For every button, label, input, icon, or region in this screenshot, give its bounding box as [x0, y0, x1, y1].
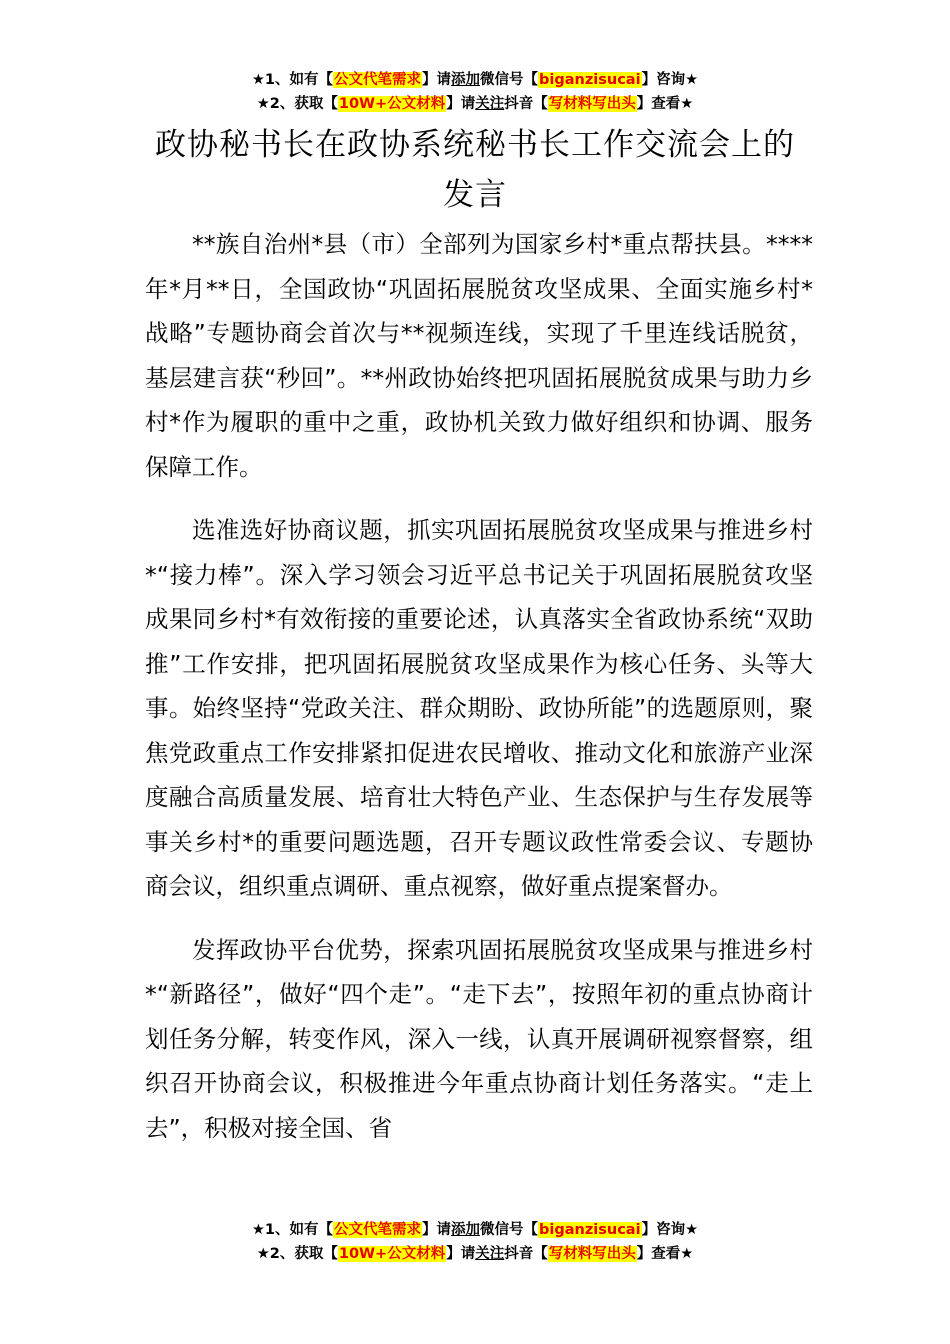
promo-highlight: 写材料写出头: [548, 1246, 636, 1262]
promo-highlight: 写材料写出头: [548, 96, 636, 112]
promo-highlight: 10W+公文材料: [338, 96, 446, 112]
promo-text: 】请: [422, 1222, 452, 1238]
promo-text: 】查看★: [636, 96, 694, 112]
promo-text: ★2、获取【: [256, 1246, 338, 1262]
promo-text: 抖音【: [504, 96, 548, 112]
promo-line-2: [0, 92, 950, 116]
promo-highlight: 公文代笔需求: [334, 1222, 422, 1238]
promo-text: 】请: [446, 96, 476, 112]
promo-underlined: 关注: [475, 1246, 505, 1262]
promo-text: 抖音【: [504, 1246, 548, 1262]
document-body: [145, 222, 813, 1169]
promo-text: 】咨询★: [641, 1222, 699, 1238]
promo-underlined: 添加: [451, 72, 481, 88]
body-paragraph: **族自治州*县（市）全部列为国家乡村*重点帮扶县。****年*月**日，全国政协“巩固拓展脱贫攻坚成果、全面实施乡村*战略”专题协商会首次与**视频连线，实现了千里连线话脱贫，基层建言获“秒回”。**州政协始终把巩固拓展脱贫成果与助力乡村*作为履职的重中之重，政协机关致力做好组织和协调、服务保障工作。: [145, 230, 813, 481]
promo-text: 微信号【: [480, 1222, 539, 1238]
promo-text: ★1、如有【: [251, 1222, 334, 1238]
promo-highlight: biganzisucai: [539, 72, 641, 88]
promo-text: 】咨询★: [641, 72, 699, 88]
promo-text: 微信号【: [480, 72, 539, 88]
promo-banner-top: [0, 68, 950, 116]
promo-highlight: 10W+公文材料: [338, 1246, 446, 1262]
document-title: 政协秘书长在政协系统秘书长工作交流会上的发言: [155, 127, 795, 213]
promo-underlined: 关注: [475, 96, 505, 112]
body-paragraph: 选准选好协商议题，抓实巩固拓展脱贫攻坚成果与推进乡村*“接力棒”。深入学习领会习近平总书记关于巩固拓展脱贫攻坚成果同乡村*有效衔接的重要论述，认真落实全省政协系统“双助推”工作安排，把巩固拓展脱贫攻坚成果作为核心任务、头等大事。始终坚持“党政关注、群众期盼、政协所能”的选题原则，聚焦党政重点工作安排紧扣促进农民增收、推动文化和旅游产业深度融合高质量发展、培育壮大特色产业、生态保护与生存发展等事关乡村*的重要问题选题，召开专题议政性常委会议、专题协商会议，组织重点调研、重点视察，做好重点提案督办。: [145, 516, 813, 900]
promo-highlight: 公文代笔需求: [334, 72, 422, 88]
promo-text: ★1、如有【: [251, 72, 334, 88]
promo-banner-bottom: [0, 1218, 950, 1266]
body-paragraph: 发挥政协平台优势，探索巩固拓展脱贫攻坚成果与推进乡村*“新路径”，做好“四个走”。“走下去”，按照年初的重点协商计划任务分解，转变作风，深入一线，认真开展调研视察督察，组织召开协商会议，积极推进今年重点协商计划任务落实。“走上去”，积极对接全国、省: [145, 935, 813, 1142]
promo-line-1: [0, 1218, 950, 1242]
promo-text: ★2、获取【: [256, 96, 338, 112]
promo-highlight: biganzisucai: [539, 1222, 641, 1238]
promo-text: 】请: [446, 1246, 476, 1262]
promo-line-2: [0, 1242, 950, 1266]
promo-line-1: [0, 68, 950, 92]
promo-text: 】请: [422, 72, 452, 88]
promo-underlined: 添加: [451, 1222, 481, 1238]
promo-text: 】查看★: [636, 1246, 694, 1262]
